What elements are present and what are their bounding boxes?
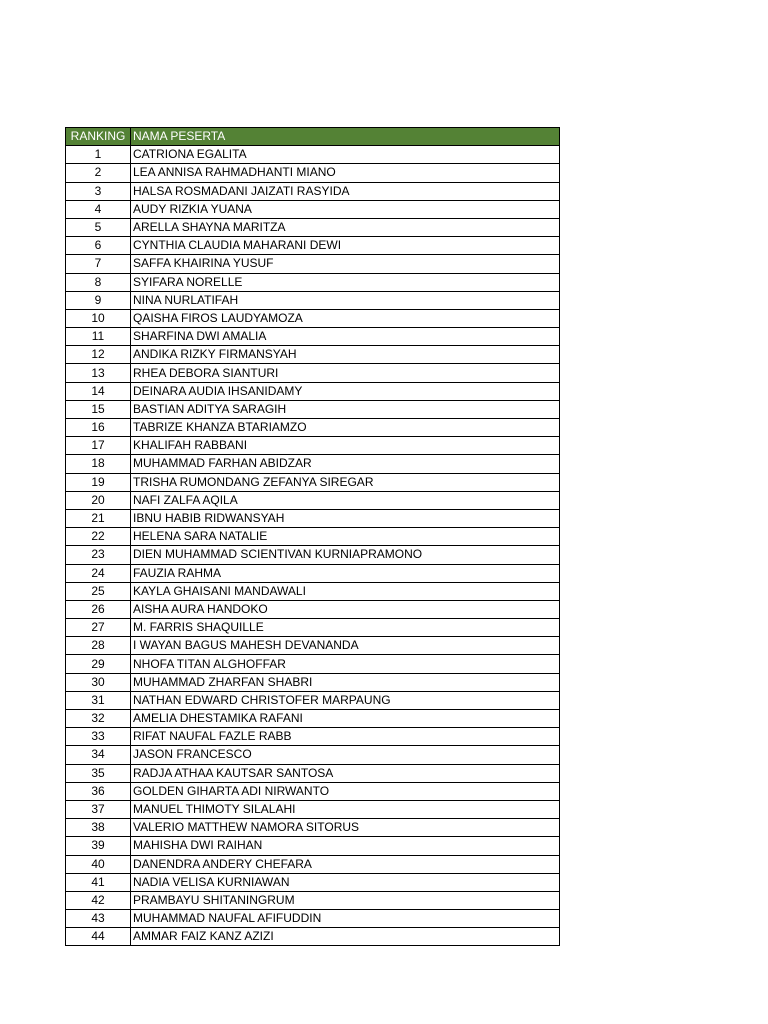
name-cell: M. FARRIS SHAQUILLE xyxy=(131,619,560,637)
rank-cell: 15 xyxy=(66,400,131,418)
name-cell: ANDIKA RIZKY FIRMANSYAH xyxy=(131,346,560,364)
table-row xyxy=(66,273,560,291)
table-row xyxy=(66,400,560,418)
name-cell: KAYLA GHAISANI MANDAWALI xyxy=(131,582,560,600)
name-cell: IBNU HABIB RIDWANSYAH xyxy=(131,509,560,527)
table-row xyxy=(66,164,560,182)
table-row xyxy=(66,419,560,437)
table-row xyxy=(66,673,560,691)
name-cell: AMELIA DHESTAMIKA RAFANI xyxy=(131,710,560,728)
rank-cell: 14 xyxy=(66,382,131,400)
name-cell: RIFAT NAUFAL FAZLE RABB xyxy=(131,728,560,746)
rank-cell: 9 xyxy=(66,291,131,309)
name-cell: ARELLA SHAYNA MARITZA xyxy=(131,218,560,236)
rank-cell: 35 xyxy=(66,764,131,782)
name-cell: GOLDEN GIHARTA ADI NIRWANTO xyxy=(131,782,560,800)
name-cell: HALSA ROSMADANI JAIZATI RASYIDA xyxy=(131,182,560,200)
rank-cell: 26 xyxy=(66,600,131,618)
table-row xyxy=(66,637,560,655)
table-row xyxy=(66,455,560,473)
rank-cell: 21 xyxy=(66,509,131,527)
rank-cell: 16 xyxy=(66,419,131,437)
name-cell: I WAYAN BAGUS MAHESH DEVANANDA xyxy=(131,637,560,655)
rank-cell: 29 xyxy=(66,655,131,673)
table-row xyxy=(66,582,560,600)
table-row xyxy=(66,491,560,509)
name-cell: SYIFARA NORELLE xyxy=(131,273,560,291)
table-row xyxy=(66,509,560,527)
table-row xyxy=(66,528,560,546)
table-row xyxy=(66,237,560,255)
name-cell: BASTIAN ADITYA SARAGIH xyxy=(131,400,560,418)
table-row xyxy=(66,837,560,855)
name-cell: JASON FRANCESCO xyxy=(131,746,560,764)
table-row xyxy=(66,564,560,582)
name-cell: MAHISHA DWI RAIHAN xyxy=(131,837,560,855)
header-ranking: RANKING xyxy=(66,128,131,146)
rank-cell: 40 xyxy=(66,855,131,873)
rank-cell: 13 xyxy=(66,364,131,382)
rank-cell: 8 xyxy=(66,273,131,291)
name-cell: TABRIZE KHANZA BTARIAMZO xyxy=(131,419,560,437)
table-row xyxy=(66,473,560,491)
table-body xyxy=(66,146,560,946)
table-row xyxy=(66,728,560,746)
rank-cell: 20 xyxy=(66,491,131,509)
ranking-table xyxy=(65,127,560,946)
name-cell: MANUEL THIMOTY SILALAHI xyxy=(131,800,560,818)
name-cell: DANENDRA ANDERY CHEFARA xyxy=(131,855,560,873)
table-row xyxy=(66,255,560,273)
name-cell: TRISHA RUMONDANG ZEFANYA SIREGAR xyxy=(131,473,560,491)
rank-cell: 3 xyxy=(66,182,131,200)
table-row xyxy=(66,764,560,782)
name-cell: VALERIO MATTHEW NAMORA SITORUS xyxy=(131,819,560,837)
header-nama-peserta: NAMA PESERTA xyxy=(131,128,560,146)
rank-cell: 4 xyxy=(66,200,131,218)
name-cell: SHARFINA DWI AMALIA xyxy=(131,328,560,346)
rank-cell: 1 xyxy=(66,146,131,164)
rank-cell: 25 xyxy=(66,582,131,600)
table-row xyxy=(66,309,560,327)
name-cell: RHEA DEBORA SIANTURI xyxy=(131,364,560,382)
rank-cell: 24 xyxy=(66,564,131,582)
table-row xyxy=(66,819,560,837)
name-cell: FAUZIA RAHMA xyxy=(131,564,560,582)
name-cell: DIEN MUHAMMAD SCIENTIVAN KURNIAPRAMONO xyxy=(131,546,560,564)
rank-cell: 18 xyxy=(66,455,131,473)
name-cell: DEINARA AUDIA IHSANIDAMY xyxy=(131,382,560,400)
rank-cell: 36 xyxy=(66,782,131,800)
table-row xyxy=(66,782,560,800)
table-row xyxy=(66,364,560,382)
rank-cell: 44 xyxy=(66,928,131,946)
rank-cell: 30 xyxy=(66,673,131,691)
table-row xyxy=(66,328,560,346)
rank-cell: 17 xyxy=(66,437,131,455)
rank-cell: 37 xyxy=(66,800,131,818)
name-cell: RADJA ATHAA KAUTSAR SANTOSA xyxy=(131,764,560,782)
table-row xyxy=(66,691,560,709)
rank-cell: 27 xyxy=(66,619,131,637)
name-cell: KHALIFAH RABBANI xyxy=(131,437,560,455)
table-row xyxy=(66,746,560,764)
rank-cell: 7 xyxy=(66,255,131,273)
name-cell: CATRIONA EGALITA xyxy=(131,146,560,164)
rank-cell: 32 xyxy=(66,710,131,728)
rank-cell: 19 xyxy=(66,473,131,491)
rank-cell: 6 xyxy=(66,237,131,255)
rank-cell: 41 xyxy=(66,873,131,891)
rank-cell: 38 xyxy=(66,819,131,837)
table-row xyxy=(66,710,560,728)
rank-cell: 11 xyxy=(66,328,131,346)
table-row xyxy=(66,891,560,909)
rank-cell: 31 xyxy=(66,691,131,709)
name-cell: NATHAN EDWARD CHRISTOFER MARPAUNG xyxy=(131,691,560,709)
rank-cell: 43 xyxy=(66,910,131,928)
table-row xyxy=(66,546,560,564)
rank-cell: 39 xyxy=(66,837,131,855)
name-cell: NADIA VELISA KURNIAWAN xyxy=(131,873,560,891)
rank-cell: 5 xyxy=(66,218,131,236)
table-row xyxy=(66,855,560,873)
table-row xyxy=(66,873,560,891)
rank-cell: 42 xyxy=(66,891,131,909)
rank-cell: 23 xyxy=(66,546,131,564)
table-row xyxy=(66,182,560,200)
table-row xyxy=(66,218,560,236)
name-cell: MUHAMMAD NAUFAL AFIFUDDIN xyxy=(131,910,560,928)
rank-cell: 12 xyxy=(66,346,131,364)
name-cell: NHOFA TITAN ALGHOFFAR xyxy=(131,655,560,673)
table-row xyxy=(66,928,560,946)
name-cell: AISHA AURA HANDOKO xyxy=(131,600,560,618)
table-row xyxy=(66,800,560,818)
table-row xyxy=(66,655,560,673)
name-cell: MUHAMMAD FARHAN ABIDZAR xyxy=(131,455,560,473)
name-cell: HELENA SARA NATALIE xyxy=(131,528,560,546)
name-cell: MUHAMMAD ZHARFAN SHABRI xyxy=(131,673,560,691)
name-cell: AMMAR FAIZ KANZ AZIZI xyxy=(131,928,560,946)
rank-cell: 34 xyxy=(66,746,131,764)
table-row xyxy=(66,619,560,637)
table-row xyxy=(66,600,560,618)
name-cell: NINA NURLATIFAH xyxy=(131,291,560,309)
rank-cell: 2 xyxy=(66,164,131,182)
table-row xyxy=(66,910,560,928)
name-cell: SAFFA KHAIRINA YUSUF xyxy=(131,255,560,273)
name-cell: PRAMBAYU SHITANINGRUM xyxy=(131,891,560,909)
rank-cell: 22 xyxy=(66,528,131,546)
table-row xyxy=(66,291,560,309)
table-row xyxy=(66,346,560,364)
rank-cell: 28 xyxy=(66,637,131,655)
rank-cell: 10 xyxy=(66,309,131,327)
rank-cell: 33 xyxy=(66,728,131,746)
name-cell: NAFI ZALFA AQILA xyxy=(131,491,560,509)
table-row xyxy=(66,200,560,218)
name-cell: AUDY RIZKIA YUANA xyxy=(131,200,560,218)
table-row xyxy=(66,437,560,455)
table-header-row xyxy=(66,128,560,146)
table-row xyxy=(66,146,560,164)
name-cell: CYNTHIA CLAUDIA MAHARANI DEWI xyxy=(131,237,560,255)
name-cell: QAISHA FIROS LAUDYAMOZA xyxy=(131,309,560,327)
name-cell: LEA ANNISA RAHMADHANTI MIANO xyxy=(131,164,560,182)
table-row xyxy=(66,382,560,400)
